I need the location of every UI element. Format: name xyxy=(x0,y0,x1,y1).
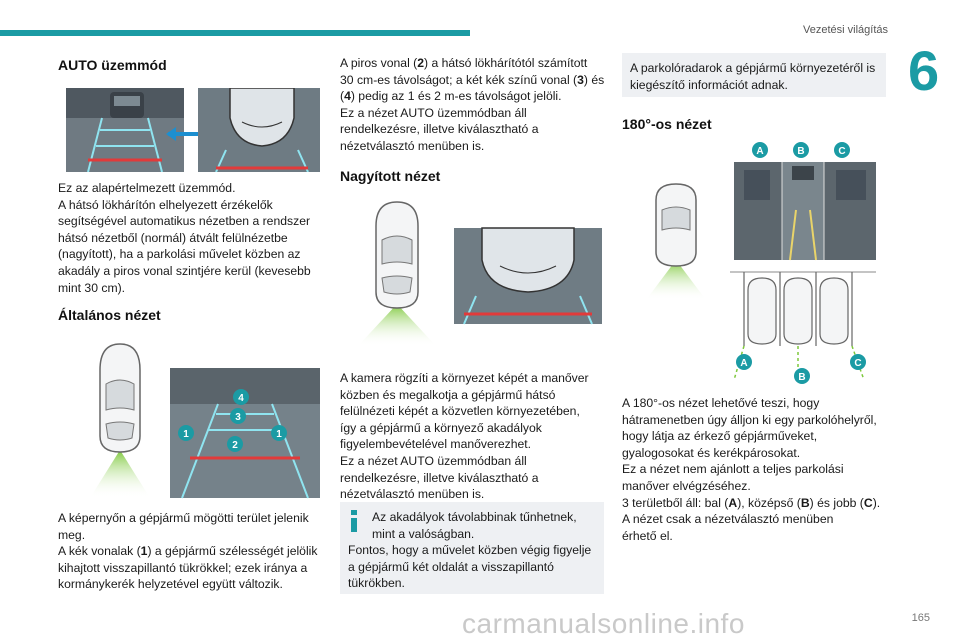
text-line: kiegészítő információt adnak. xyxy=(630,77,788,92)
zoom-view-text xyxy=(340,370,606,503)
view-letter: C xyxy=(838,146,846,157)
text-span: A kék vonalak ( xyxy=(58,544,141,559)
text-line: A parkolóradarok a gépjármű környezetéről is xyxy=(630,61,876,75)
text-line: hátsó nézetből (normál) átvált felülnézetbe xyxy=(58,230,288,245)
section-title: Vezetési világítás xyxy=(803,24,888,36)
text-line: A kamera rögzíti a környezet képét a manőver xyxy=(340,371,589,385)
view-letter: A xyxy=(740,358,748,369)
text-bold: 3 xyxy=(577,72,584,87)
text-line: Ez a nézet AUTO üzemmódban áll xyxy=(340,453,527,468)
badge-label: 2 xyxy=(232,440,238,451)
text-bold: 1 xyxy=(140,544,148,559)
zoom-view-heading: Nagyított nézet xyxy=(340,168,441,184)
info-note xyxy=(340,502,604,594)
auto-mode-illustration xyxy=(66,88,320,172)
text-span: ). xyxy=(872,495,881,510)
text-span: ) pedig az 1 és 2 m-es távolságot jelöli. xyxy=(350,89,562,104)
view-180-text xyxy=(622,395,888,544)
text-span: 30 cm-es távolságot; a két kék színű vonal ( xyxy=(340,72,578,87)
text-line: kihajtott visszapillantó tükrökkel; ezek iránya a xyxy=(58,560,308,575)
text-line: A 180°-os nézet lehetővé teszi, hogy xyxy=(622,396,820,410)
header-accent-bar xyxy=(0,30,470,36)
view-180-illustration xyxy=(640,140,876,386)
text-line xyxy=(340,88,606,105)
text-line: Fontos, hogy a művelet közben végig figyelje xyxy=(348,543,592,558)
text-line: kormánykerék helyzetével együtt változik. xyxy=(58,577,283,592)
text-line: hogy látja az érkező gépjárműveket, xyxy=(622,429,818,444)
text-span: ) a gépjármű szélességét jelölik xyxy=(147,544,318,559)
text-line xyxy=(340,72,606,89)
general-view-text xyxy=(58,510,320,593)
text-line: Ez az alapértelmezett üzemmód. xyxy=(58,181,236,195)
text-line: rendelkezésre, illetve kiválasztható a xyxy=(340,470,539,485)
text-line: A képernyőn a gépjármű mögötti terület jelenik xyxy=(58,511,309,525)
view-letter: B xyxy=(797,146,805,157)
chapter-tab xyxy=(902,39,960,102)
text-line: nézetválasztó menüben is. xyxy=(340,138,485,153)
view-180-heading: 180°-os nézet xyxy=(622,116,712,132)
auto-mode-heading: AUTO üzemmód xyxy=(58,57,167,73)
general-view-heading: Általános nézet xyxy=(58,307,161,323)
text-span: ) és jobb ( xyxy=(809,495,864,510)
text-span: 3 területből áll: bal ( xyxy=(622,495,729,510)
text-span: ), középső ( xyxy=(737,495,801,510)
text-line: manőver elvégzéséhez. xyxy=(622,478,751,493)
text-line: Ez a nézet nem ajánlott a teljes parkolási xyxy=(622,462,844,477)
text-line: A hátsó lökhárítón elhelyezett érzékelők xyxy=(58,197,273,212)
text-line: (nagyított), ha a parkolási művelet közben az xyxy=(58,247,301,262)
badge-label: 4 xyxy=(238,393,244,404)
text-span: A piros vonal ( xyxy=(340,56,418,70)
watermark: carmanualsonline.info xyxy=(462,608,745,639)
text-bold: B xyxy=(800,495,810,510)
text-line: A nézet csak a nézetválasztó menüben xyxy=(622,512,834,527)
view-letter: C xyxy=(854,358,862,369)
text-bold: C xyxy=(863,495,873,510)
text-line xyxy=(622,495,888,512)
text-line: felülnézeti képét a közvetlen környezetében, xyxy=(340,404,580,419)
text-line: érhető el. xyxy=(622,528,673,543)
text-span: ) és xyxy=(583,72,605,87)
auto-mode-text xyxy=(58,180,320,296)
badge-label: 3 xyxy=(235,412,241,423)
chapter-number: 6 xyxy=(908,39,940,102)
badge-label: 1 xyxy=(276,429,282,440)
text-line: meg. xyxy=(58,527,86,542)
text-bold: 4 xyxy=(344,89,351,104)
badge-label: 1 xyxy=(183,429,189,440)
text-line xyxy=(340,55,606,72)
text-line: mint a valóságban. xyxy=(372,526,475,541)
text-line: gyalogosokat és kerékpárosokat. xyxy=(622,445,801,460)
text-bold: 2 xyxy=(417,56,425,70)
text-line: Az akadályok távolabbinak tűnhetnek, xyxy=(372,510,577,524)
text-line: mint 30 cm). xyxy=(58,280,126,295)
text-line: tükrökben. xyxy=(348,576,405,591)
text-line: segítségével automatikus nézetben a rendszer xyxy=(58,214,311,229)
general-view-illustration xyxy=(80,340,320,500)
text-line: akadály a piros vonal szintjére kerül (kevesebb xyxy=(58,263,311,278)
text-line: a gépjármű két oldalát a visszapillantó xyxy=(348,559,554,574)
view-letter: B xyxy=(798,372,806,383)
text-line: nézetválasztó menüben is. xyxy=(340,487,485,502)
zoom-view-illustration xyxy=(352,200,602,348)
text-line: rendelkezésre, illetve kiválasztható a xyxy=(340,122,539,137)
red-line-text xyxy=(340,55,606,155)
text-bold: A xyxy=(728,495,738,510)
text-line xyxy=(58,543,320,560)
text-line: figyelembevételével manőverezhet. xyxy=(340,437,532,452)
text-line: így a gépjármű a környező akadályok xyxy=(340,420,542,435)
view-letter: A xyxy=(756,146,764,157)
text-line: Ez a nézet AUTO üzemmódban áll xyxy=(340,105,527,120)
page-number: 165 xyxy=(911,612,930,624)
parking-sensor-note xyxy=(622,53,886,97)
text-span: ) a hátsó lökhárítótól számított xyxy=(424,56,588,70)
info-icon xyxy=(348,510,360,532)
text-span: ( xyxy=(340,89,345,104)
text-line: hátramenetben úgy álljon ki egy parkolóhelyről, xyxy=(622,412,877,427)
text-line: közben és megalkotja a gépjármű hátsó xyxy=(340,387,556,402)
